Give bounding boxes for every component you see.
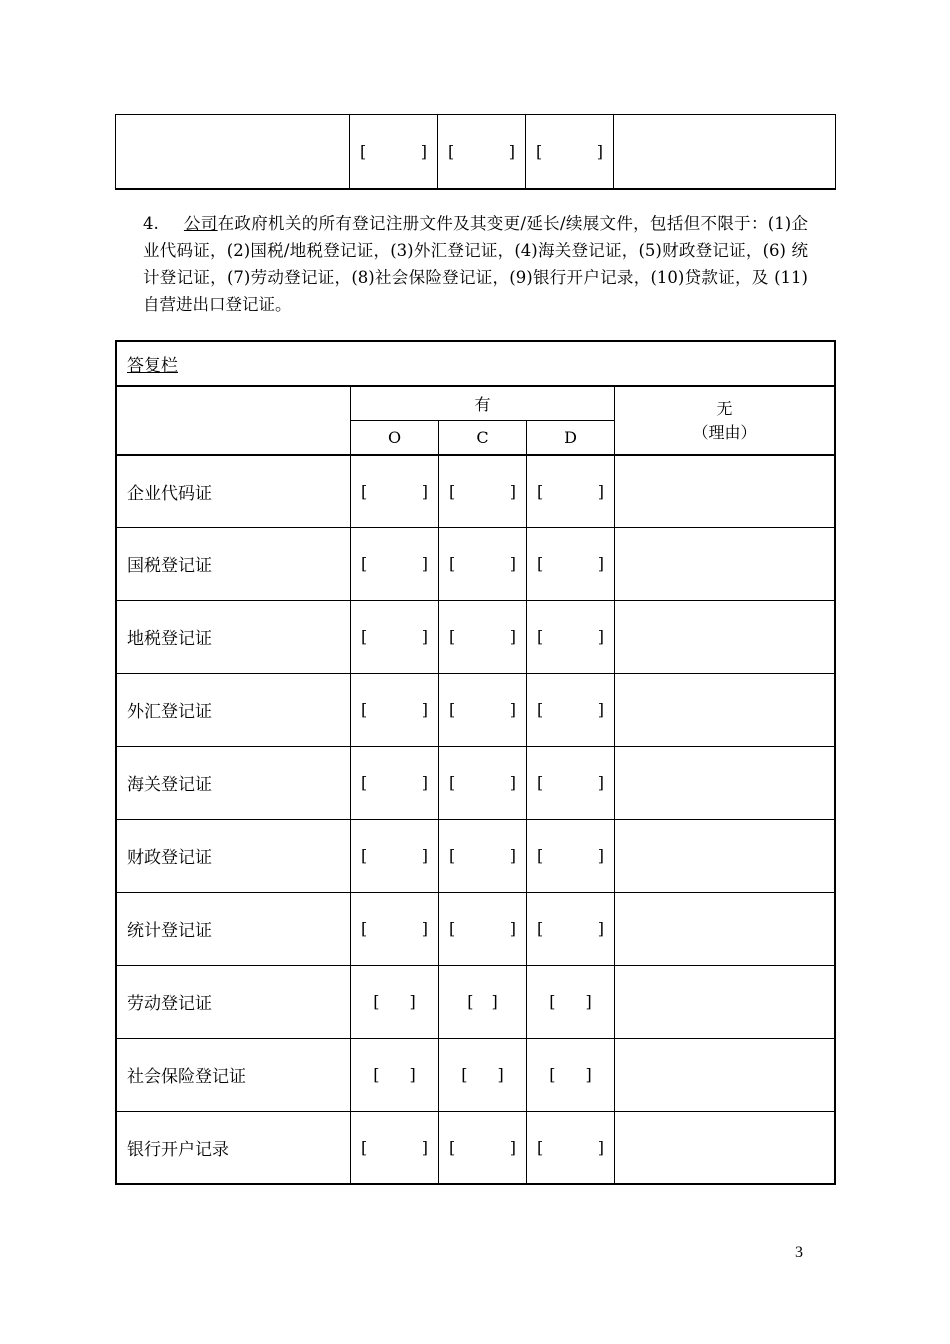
answer-table [115,340,836,1185]
bracket-close: ] [509,773,516,792]
checkbox-o[interactable] [351,746,439,819]
row-label: 统计登记证 [116,892,351,965]
reason-field[interactable] [615,1038,836,1111]
bracket-close: ] [597,773,604,792]
checkbox-c[interactable] [439,600,527,673]
table-row [116,892,835,965]
col-o-label: O [387,427,402,447]
checkbox-o[interactable] [351,819,439,892]
bracket-open: [ [373,1065,380,1084]
bracket-close: ] [596,141,603,161]
checkbox-c[interactable] [439,965,527,1038]
bracket-close: ] [597,627,604,646]
bracket-open: [ [536,141,543,161]
item-number: 4. [143,214,159,233]
bracket-open: [ [361,773,368,792]
table-row [116,819,835,892]
row-label: 地税登记证 [116,600,351,673]
checkbox-o[interactable] [351,1038,439,1111]
bracket-open: [ [448,141,455,161]
reason-field[interactable] [615,527,836,600]
top-table-none-cell [614,115,836,189]
bracket-close: ] [597,1137,604,1157]
checkbox-o[interactable] [351,673,439,746]
bracket-close: ] [509,919,516,938]
row-label: 银行开户记录 [116,1111,351,1184]
bracket-close: ] [421,773,428,792]
bracket-close: ] [509,481,516,501]
item-text: 在政府机关的所有登记注册文件及其变更/延长/续展文件，包括但不限于：(1)企业代码证，(2)国税/地税登记证，(3)外汇登记证，(4)海关登记证，(5)财政登记证，(6) 统计登记证，(7)劳动登记证，(8)社会保险登记证，(9)银行开户记录，(10)贷款证，及 (11)自营进出口登记证。 [143,214,808,314]
bracket-open: [ [360,141,367,161]
bracket-close: ] [509,700,516,719]
reason-field[interactable] [615,673,836,746]
checkbox-d[interactable] [527,1038,615,1111]
item-subject: 公司 [183,214,218,233]
bracket-open: [ [537,773,544,792]
bracket-open: [ [361,846,368,865]
table-row [116,965,835,1038]
bracket-close: ] [509,627,516,646]
bracket-open: [ [549,1065,556,1084]
table-row [116,673,835,746]
row-label: 海关登记证 [116,746,351,819]
bracket-close: ] [409,1065,416,1084]
bracket-close: ] [409,992,416,1011]
bracket-close: ] [509,846,516,865]
bracket-close: ] [421,481,428,501]
bracket-open: [ [449,1137,456,1157]
bracket-close: ] [585,1065,592,1084]
checkbox-d[interactable] [527,455,615,527]
checkbox-c[interactable] [439,1111,527,1184]
checkbox-c[interactable] [439,746,527,819]
reason-field[interactable] [615,965,836,1038]
bracket-close: ] [421,1137,428,1157]
bracket-open: [ [449,919,456,938]
checkbox-o[interactable] [351,600,439,673]
reason-field[interactable] [615,819,836,892]
bracket-open: [ [461,1065,468,1084]
reason-field[interactable] [615,1111,836,1184]
bracket-close: ] [508,141,515,161]
bracket-open: [ [467,992,474,1011]
table-row [116,527,835,600]
bracket-open: [ [361,554,368,573]
bracket-close: ] [421,919,428,938]
bracket-close: ] [420,141,427,161]
answer-header [116,341,835,386]
page-number: 3 [795,1244,803,1261]
bracket-open: [ [373,992,380,1011]
top-table-d-cell [526,115,614,189]
bracket-close: ] [421,627,428,646]
bracket-open: [ [449,481,456,501]
checkbox-o[interactable] [351,965,439,1038]
checkbox-d[interactable] [527,1111,615,1184]
bracket-open: [ [537,919,544,938]
table-row [116,1111,835,1184]
checkbox-d[interactable] [527,527,615,600]
bracket-open: [ [449,846,456,865]
bracket-open: [ [549,992,556,1011]
col-c-label: C [476,427,489,447]
bracket-close: ] [597,919,604,938]
bracket-open: [ [361,919,368,938]
col-o-header [351,420,439,455]
row-label: 企业代码证 [116,455,351,527]
top-table-c-cell [438,115,526,189]
row-label: 财政登记证 [116,819,351,892]
bracket-open: [ [449,554,456,573]
has-label: 有 [474,394,491,414]
checkbox-d[interactable] [527,819,615,892]
bracket-close: ] [597,846,604,865]
bracket-open: [ [537,846,544,865]
checkbox-o[interactable] [351,455,439,527]
bracket-open: [ [361,627,368,646]
col-c-header [439,420,527,455]
checkbox-o[interactable] [351,1111,439,1184]
bracket-close: ] [491,992,498,1011]
none-reason: （理由） [692,422,757,442]
bracket-close: ] [597,700,604,719]
bracket-open: [ [361,1137,368,1157]
none-label: 无 [716,398,733,418]
bracket-close: ] [421,700,428,719]
table-row [116,746,835,819]
checkbox-d[interactable] [527,965,615,1038]
row-label: 国税登记证 [116,527,351,600]
checkbox-o[interactable] [351,527,439,600]
checkbox-d[interactable] [527,600,615,673]
bracket-open: [ [361,700,368,719]
bracket-close: ] [509,554,516,573]
reason-field[interactable] [615,892,836,965]
item-paragraph [143,210,808,318]
reason-field[interactable] [615,455,836,527]
bracket-open: [ [537,700,544,719]
checkbox-d[interactable] [527,673,615,746]
bracket-open: [ [449,700,456,719]
checkbox-c[interactable] [439,673,527,746]
checkbox-c[interactable] [439,1038,527,1111]
col-d-label: D [564,427,577,447]
bracket-close: ] [597,481,604,501]
bracket-open: [ [537,554,544,573]
reason-field[interactable] [615,746,836,819]
row-label: 劳动登记证 [116,965,351,1038]
checkbox-c[interactable] [439,527,527,600]
checkbox-d[interactable] [527,746,615,819]
reason-field[interactable] [615,600,836,673]
bracket-close: ] [421,846,428,865]
checkbox-o[interactable] [351,892,439,965]
top-table-label-cell [116,115,350,189]
bracket-close: ] [509,1137,516,1157]
header-blank-cell [116,386,351,455]
bracket-close: ] [585,992,592,1011]
table-row [116,455,835,527]
checkbox-c[interactable] [439,892,527,965]
bracket-close: ] [421,554,428,573]
row-label: 外汇登记证 [116,673,351,746]
none-header [615,386,836,455]
top-table [115,114,836,190]
bracket-open: [ [449,773,456,792]
bracket-open: [ [537,1137,544,1157]
table-row [116,600,835,673]
has-header [351,386,615,420]
col-d-header [527,420,615,455]
answer-title: 答复栏 [127,356,178,376]
bracket-open: [ [537,481,544,501]
bracket-close: ] [497,1065,504,1084]
top-table-o-cell [350,115,438,189]
table-row [116,1038,835,1111]
bracket-open: [ [449,627,456,646]
bracket-open: [ [361,481,368,501]
checkbox-c[interactable] [439,455,527,527]
bracket-close: ] [597,554,604,573]
row-label: 社会保险登记证 [116,1038,351,1111]
bracket-open: [ [537,627,544,646]
checkbox-d[interactable] [527,892,615,965]
checkbox-c[interactable] [439,819,527,892]
